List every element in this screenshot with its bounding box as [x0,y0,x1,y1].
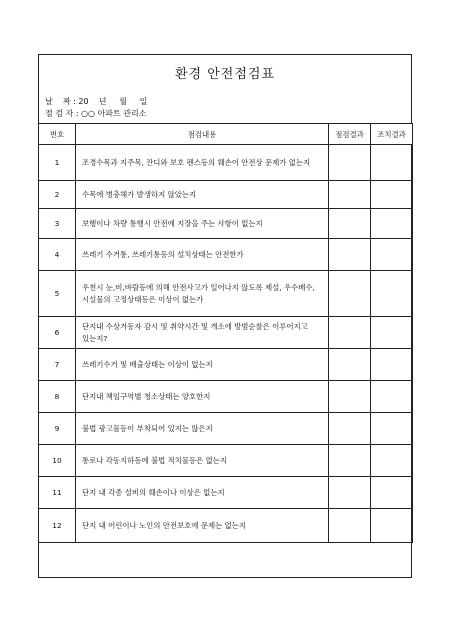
result-cell[interactable] [329,271,371,317]
table-row [39,445,413,477]
result-cell[interactable] [329,181,371,209]
row-content: 조경수목과 지주목, 잔디와 보호 펜스등의 훼손이 안전상 문제가 없는지 [76,145,329,181]
row-number: 9 [39,413,76,445]
row-number: 11 [39,477,76,509]
row-content: 불법 광고물등이 부착되어 있지는 않은지 [76,413,329,445]
row-number: 2 [39,181,76,209]
header-content: 점검내용 [76,124,329,145]
date-line: 날 짜 : 20 년 월 일 [45,97,148,106]
table-row [39,349,413,381]
table-header-row [39,124,413,145]
row-content: 단지내 책임구역별 청소상태는 양호한지 [76,381,329,413]
document-title: 환경 안전점검표 [174,67,276,82]
row-content: 단지 내 어린이나 노인의 안전보호에 문제는 없는지 [76,509,329,543]
row-content: 통로나 각동지하등에 불법 적치물등은 없는지 [76,445,329,477]
row-content: 수목에 병충해가 발생하지 않았는지 [76,181,329,209]
action-cell[interactable] [371,209,413,239]
table-row [39,413,413,445]
action-cell[interactable] [371,509,413,543]
row-content: 보행이나 차량 통행시 안전에 지장을 주는 사항이 없는지 [76,209,329,239]
row-number: 10 [39,445,76,477]
table-row [39,181,413,209]
row-number: 7 [39,349,76,381]
table-row [39,317,413,349]
table-row [39,145,413,181]
table-row [39,271,413,317]
table-row [39,239,413,271]
result-cell[interactable] [329,209,371,239]
row-content: 쓰레기 수거통, 쓰레기통등의 설치상태는 안전한가 [76,239,329,271]
checklist-table [38,123,413,543]
action-cell[interactable] [371,317,413,349]
result-cell[interactable] [329,413,371,445]
header-number: 번호 [39,124,76,145]
row-content: 단지내 수상거동자 감시 및 취약시간 및 개소에 방범순찰은 이루어지고 있는지? [76,317,329,349]
action-cell[interactable] [371,381,413,413]
row-number: 5 [39,271,76,317]
header-action: 조치결과 [371,124,413,145]
action-cell[interactable] [371,445,413,477]
row-number: 6 [39,317,76,349]
inspection-sheet [38,54,412,578]
action-cell[interactable] [371,413,413,445]
row-content: 쓰레기수거 및 배출상태는 이상이 없는지 [76,349,329,381]
table-row [39,477,413,509]
result-cell[interactable] [329,477,371,509]
row-content: 우천시 눈,비,바람등에 의해 안전사고가 일어나지 않도록 제설, 우수배수, 시설물의 고정상태등은 이상이 없는가 [76,271,329,317]
table-row [39,209,413,239]
header-result: 점검결과 [329,124,371,145]
row-content: 단지 내 각종 설비의 훼손이나 이상은 없는지 [76,477,329,509]
row-number: 1 [39,145,76,181]
action-cell[interactable] [371,145,413,181]
result-cell[interactable] [329,145,371,181]
action-cell[interactable] [371,271,413,317]
action-cell[interactable] [371,181,413,209]
result-cell[interactable] [329,381,371,413]
row-number: 12 [39,509,76,543]
table-row [39,381,413,413]
action-cell[interactable] [371,349,413,381]
action-cell[interactable] [371,239,413,271]
result-cell[interactable] [329,445,371,477]
result-cell[interactable] [329,509,371,543]
result-cell[interactable] [329,317,371,349]
table-row [39,509,413,543]
action-cell[interactable] [371,477,413,509]
row-number: 3 [39,209,76,239]
result-cell[interactable] [329,239,371,271]
inspector-line: 점 검 자 : ○○ 아파트 관리소 [45,109,147,118]
result-cell[interactable] [329,349,371,381]
row-number: 4 [39,239,76,271]
row-number: 8 [39,381,76,413]
